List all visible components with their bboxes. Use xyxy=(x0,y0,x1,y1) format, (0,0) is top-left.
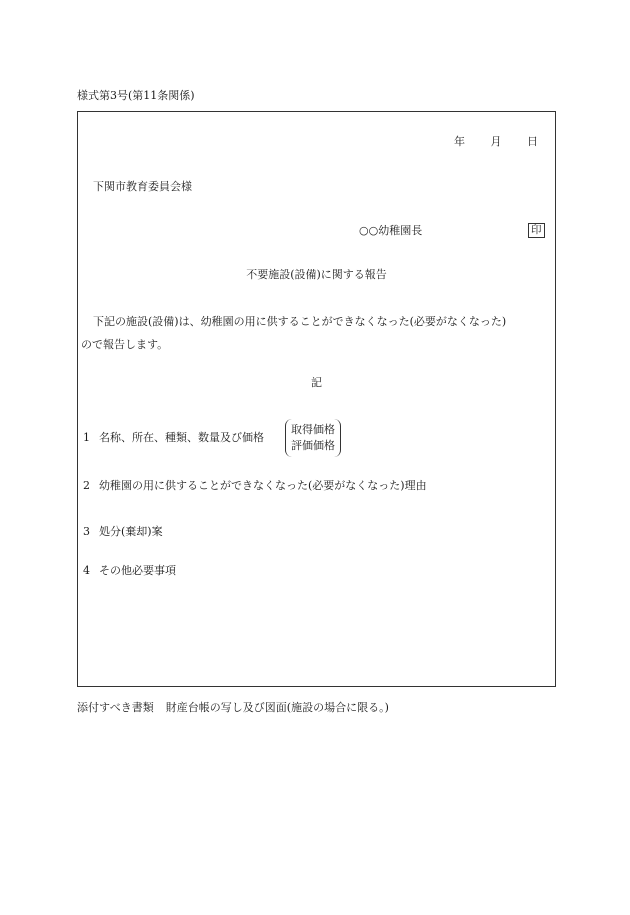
item-number: 4 xyxy=(83,564,90,577)
attachment-note xyxy=(77,702,389,713)
seal-mark: 印 xyxy=(528,223,545,238)
price-option-appraisal: 評価価格 xyxy=(291,439,335,452)
item-number: 1 xyxy=(83,431,90,444)
item-text: 幼稚園の用に供することができなくなった(必要がなくなった)理由 xyxy=(99,479,427,492)
attachment-label: 添付すべき書類 xyxy=(77,701,154,714)
price-option-acquisition: 取得価格 xyxy=(291,423,335,436)
item-number: 3 xyxy=(83,525,90,538)
item-text: その他必要事項 xyxy=(99,564,176,577)
addressee: 下関市教育委員会様 xyxy=(93,180,192,193)
ki-heading: 記 xyxy=(311,376,322,389)
body-text-line-2: ので報告します。 xyxy=(81,338,169,351)
principal-title: ○○幼稚園長 xyxy=(359,224,423,237)
report-form-box xyxy=(77,111,556,687)
item-text: 名称、所在、種類、数量及び価格 xyxy=(99,431,264,444)
list-item xyxy=(83,565,176,576)
item-number: 2 xyxy=(83,479,90,492)
document-title: 不要施設(設備)に関する報告 xyxy=(246,268,387,281)
list-item xyxy=(83,480,427,491)
form-number: 様式第3号(第11条関係) xyxy=(77,89,195,102)
price-options-bracket xyxy=(285,419,341,457)
body-text-line-1: 下記の施設(設備)は、幼稚園の用に供することができなくなった(必要がなくなった) xyxy=(93,315,507,328)
item-text: 処分(棄却)案 xyxy=(99,525,163,538)
attachment-text: 財産台帳の写し及び図面(施設の場合に限る。) xyxy=(165,701,389,714)
list-item xyxy=(83,526,163,537)
date-line: 年 月 日 xyxy=(454,135,538,148)
list-item xyxy=(83,432,264,443)
